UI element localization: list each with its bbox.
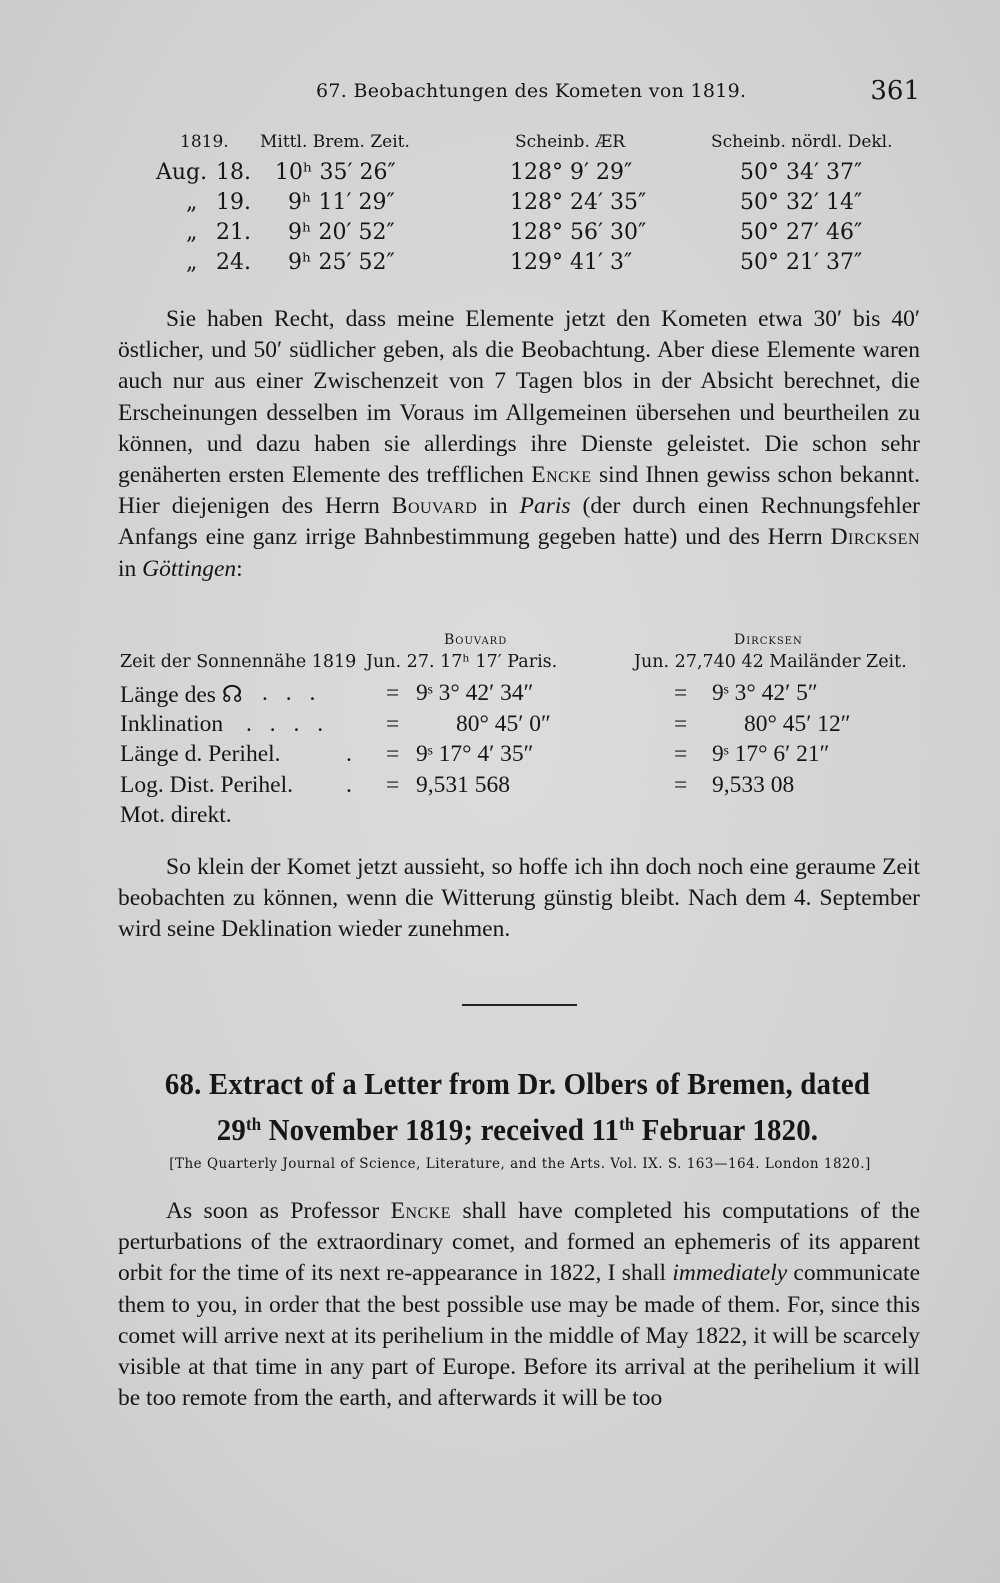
title-superscript: th xyxy=(245,1114,262,1134)
text-run: : xyxy=(236,555,243,582)
value-dircksen: 9ˢ 3° 42′ 5″ xyxy=(712,680,818,706)
perihelion-bouvard: Jun. 27. 17ʰ 17′ Paris. xyxy=(366,652,558,672)
obs-right-ascension: 128° 9′ 29″ xyxy=(510,160,633,185)
page-header xyxy=(120,76,920,116)
element-label: Inklination xyxy=(120,710,224,737)
element-row xyxy=(120,802,920,833)
paragraph-letter-body xyxy=(118,1196,920,1414)
value-dircksen: 9ˢ 17° 6′ 21″ xyxy=(712,741,830,767)
perihelion-label: Zeit der Sonnennähe 1819 xyxy=(120,652,357,672)
equals-sign: = xyxy=(386,771,400,798)
element-row xyxy=(120,680,920,711)
obs-declination: 50° 27′ 46″ xyxy=(740,220,863,245)
text-run: (der durch einen Rechnungsfehler Anfangs eine ganz irrige Bahnbestimmung gegeben hatte) und des Herrn xyxy=(118,493,920,551)
running-title: 67. Beobachtungen des Kometen von 1819. xyxy=(316,80,747,102)
person-name: Encke xyxy=(390,1198,452,1224)
section-divider xyxy=(462,1004,577,1006)
obs-day: 19. xyxy=(216,190,251,215)
observation-row xyxy=(120,160,920,190)
obs-day: 18. xyxy=(216,160,251,185)
obs-declination: 50° 34′ 37″ xyxy=(740,160,863,185)
observation-row xyxy=(120,190,920,220)
perihelion-time-row xyxy=(120,652,920,680)
element-label: Länge des ☊ xyxy=(120,682,243,708)
leader-dots: . xyxy=(346,771,358,798)
obs-time: 9ʰ 25′ 52″ xyxy=(288,250,395,275)
title-line-2 xyxy=(139,1104,897,1150)
obs-right-ascension: 128° 24′ 35″ xyxy=(510,190,647,215)
value-bouvard: 9ˢ 3° 42′ 34″ xyxy=(416,680,534,706)
observation-table xyxy=(120,132,920,280)
source-citation: [The Quarterly Journal of Science, Literature, and the Arts. Vol. IX. S. 163—164. London 1820.] xyxy=(169,1156,871,1172)
person-name: Encke xyxy=(531,462,592,489)
person-name: Dircksen xyxy=(830,524,921,551)
text-run: communicate them to you, in order that the best possible use may be made of them. For, since this comet will arrive next at its perihelium in the middle of May 1822, it will be scarcely visible at that time in any part of Europe. Before its arrival at the perihelium it will be too remote from the earth, and afterwards it will be too xyxy=(118,1260,921,1412)
column-head-dircksen: Dircksen xyxy=(734,632,803,648)
title-line-1: 68. Extract of a Letter from Dr. Olbers of Bremen, dated xyxy=(164,1066,871,1101)
header-year: 1819. xyxy=(180,132,229,152)
elements-table-header xyxy=(120,632,920,652)
title-text: November 1819; received 11 xyxy=(268,1112,620,1147)
title-superscript: th xyxy=(619,1114,635,1134)
observation-row xyxy=(120,220,920,250)
value-dircksen: 9,533 08 xyxy=(712,771,795,798)
text-run: As soon as Professor xyxy=(166,1198,380,1224)
column-head-bouvard: Bouvard xyxy=(444,632,508,648)
value-bouvard: 9ˢ 17° 4′ 35″ xyxy=(416,741,534,767)
element-row xyxy=(120,772,920,803)
leader-dots: . . . xyxy=(262,680,322,706)
text-run: Sie haben Recht, dass meine Elemente jetzt den Kometen etwa 30′ bis 40′ östlicher, und 50′ südlicher geben, als die Beobachtung. Aber diese Elemente waren auch nur aus einer Zwischenzeit von 7 Tagen blos in der Absicht berechnet, die Erscheinungen desselben im Voraus im Allgemeinen übersehen und beurtheilen zu können, und dazu haben sie allerdings ihre Dienste geleistet. Die schon sehr genäherten ersten Elemente des trefflichen xyxy=(118,306,920,489)
text-run: shall have completed his computations of the perturbations of the extraordinary comet, and formed an ephemeris of its apparent orbit for the time of its next re-appearance in 1822, I shall xyxy=(118,1198,920,1287)
obs-month: „ xyxy=(186,250,198,275)
element-label: Länge d. Perihel. xyxy=(120,741,281,767)
obs-declination: 50° 32′ 14″ xyxy=(740,190,863,215)
observation-row xyxy=(120,250,920,280)
obs-time: 9ʰ 11′ 29″ xyxy=(288,190,395,215)
obs-right-ascension: 128° 56′ 30″ xyxy=(510,220,647,245)
perihelion-dircksen: Jun. 27,740 42 Mailänder Zeit. xyxy=(634,652,907,672)
paragraph-elements-discussion xyxy=(118,304,920,585)
emphasis: immediately xyxy=(672,1260,788,1287)
place-name: Göttingen xyxy=(142,555,237,582)
header-time: Mittl. Brem. Zeit. xyxy=(260,132,410,152)
paragraph-comet-outlook xyxy=(118,852,920,946)
person-name: Bouvard xyxy=(391,493,478,520)
element-label: Log. Dist. Perihel. xyxy=(120,771,293,798)
text-run: in xyxy=(489,493,508,520)
element-label: Mot. direkt. xyxy=(120,802,232,828)
equals-sign: = xyxy=(386,680,400,706)
obs-time: 9ʰ 20′ 52″ xyxy=(288,220,395,245)
equals-sign: = xyxy=(674,771,688,798)
equals-sign: = xyxy=(674,710,688,737)
obs-month: Aug. xyxy=(156,160,208,185)
value-bouvard: 9,531 568 xyxy=(416,771,510,798)
obs-day: 24. xyxy=(216,250,251,275)
header-declination: Scheinb. nördl. Dekl. xyxy=(711,132,893,152)
text-run: in xyxy=(118,555,137,582)
element-row xyxy=(120,711,920,742)
place-name: Paris xyxy=(519,493,571,520)
equals-sign: = xyxy=(386,741,400,767)
obs-declination: 50° 21′ 37″ xyxy=(740,250,863,275)
equals-sign: = xyxy=(674,741,688,767)
title-text: Februar 1820. xyxy=(641,1112,819,1147)
title-text: 29 xyxy=(216,1112,246,1147)
section-title xyxy=(139,1064,897,1150)
leader-dots: . . . . xyxy=(246,710,330,737)
value-bouvard: 80° 45′ 0″ xyxy=(456,710,551,737)
value-dircksen: 80° 45′ 12″ xyxy=(744,710,851,737)
observation-table-header xyxy=(120,132,920,160)
page-number: 361 xyxy=(870,76,920,106)
obs-time: 10ʰ 35′ 26″ xyxy=(275,160,396,185)
obs-right-ascension: 129° 41′ 3″ xyxy=(510,250,633,275)
equals-sign: = xyxy=(386,710,400,737)
leader-dots: . xyxy=(346,741,358,767)
text-run: So klein der Komet jetzt aussieht, so hoffe ich ihn doch noch eine geraume Zeit beobachten zu können, wenn die Witterung günstig bleibt. Nach dem 4. September wird seine Deklination wieder zunehmen. xyxy=(118,854,920,943)
obs-day: 21. xyxy=(216,220,251,245)
equals-sign: = xyxy=(674,680,688,706)
orbital-elements-table xyxy=(120,632,920,833)
obs-month: „ xyxy=(186,190,198,215)
header-right-ascension: Scheinb. ÆR xyxy=(515,132,626,152)
obs-month: „ xyxy=(186,220,198,245)
text-run: sind Ihnen gewiss schon bekannt. Hier diejenigen des Herrn xyxy=(118,462,921,520)
element-row xyxy=(120,741,920,772)
